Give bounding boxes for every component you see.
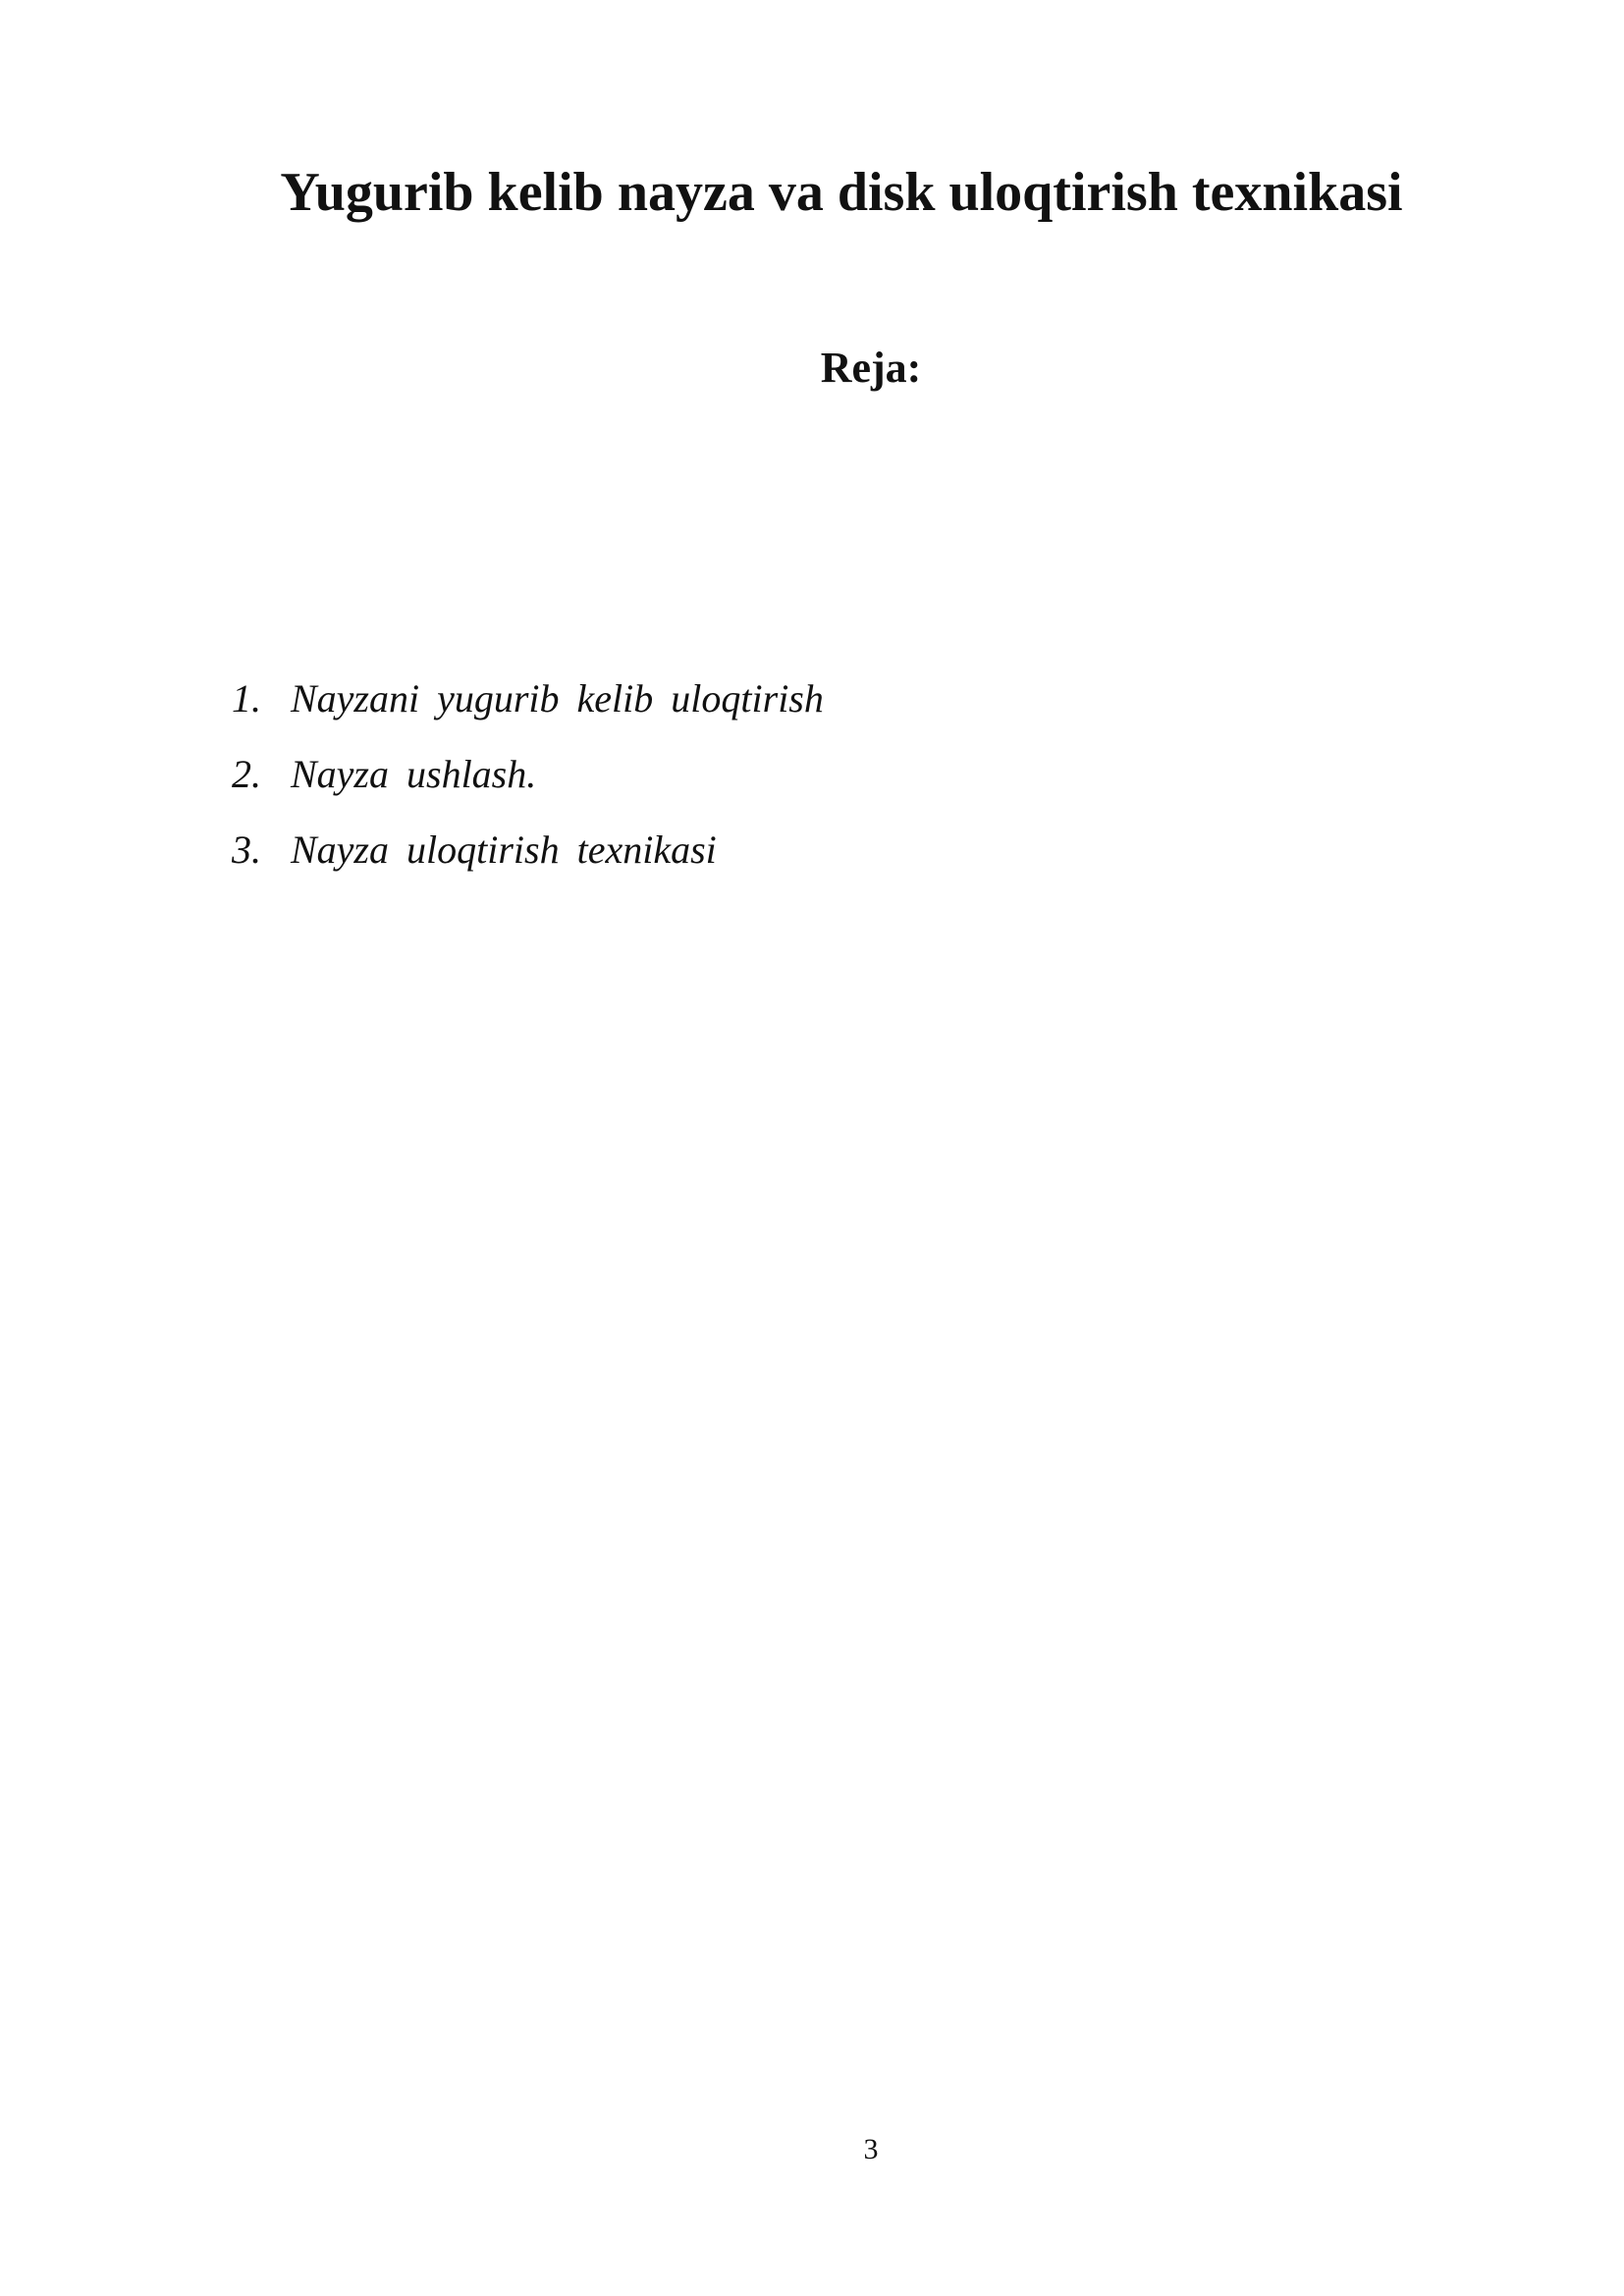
plan-item-text: Nayza ushlash. <box>291 752 537 796</box>
document-title: Yugurib kelib nayza va disk uloqtirish texnikasi <box>280 162 1403 223</box>
plan-item-text: Nayza uloqtirish texnikasi <box>291 828 717 872</box>
plan-item-number: 3. <box>232 828 261 872</box>
plan-item-number: 2. <box>232 752 261 796</box>
plan-item-number: 1. <box>232 676 261 721</box>
plan-item-1 <box>232 673 824 749</box>
plan-item-2 <box>232 749 824 825</box>
plan-item-3 <box>232 825 824 900</box>
page-number: 3 <box>863 2133 879 2165</box>
plan-list <box>232 673 824 900</box>
plan-item-text: Nayzani yugurib kelib uloqtirish <box>291 676 824 721</box>
plan-heading: Reja: <box>820 344 922 392</box>
